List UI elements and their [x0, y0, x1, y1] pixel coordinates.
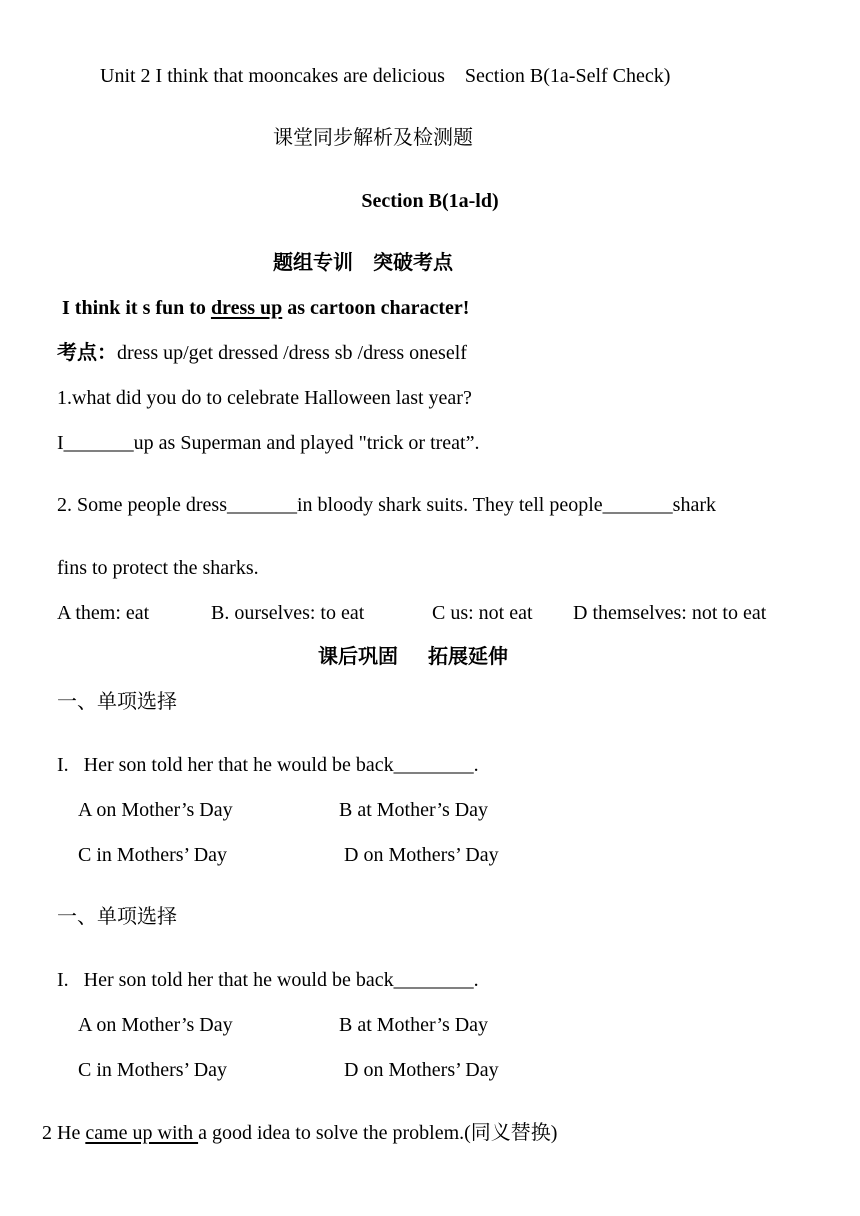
keypoint-text: dress up/get dressed /dress sb /dress oneself	[117, 342, 467, 364]
block1-option-b: B at Mother’s Day	[339, 799, 489, 821]
block2-option-d: D on Mothers’ Day	[344, 1059, 499, 1081]
block2-option-c: C in Mothers’ Day	[78, 1059, 228, 1081]
block2-question: I. Her son told her that he would be back________.	[57, 969, 479, 991]
block1-option-c: C in Mothers’ Day	[78, 844, 228, 866]
keypoint-sentence-post: as cartoon character!	[282, 297, 470, 319]
block1-option-d: D on Mothers’ Day	[344, 844, 499, 866]
q2-option-a: A them: eat	[57, 602, 150, 624]
q2-option-d: D themselves: not to eat	[573, 602, 767, 624]
q2-line-2: fins to protect the sharks.	[57, 557, 259, 579]
q1-question: 1.what did you do to celebrate Halloween last year?	[57, 387, 472, 409]
document-title: Unit 2 I think that mooncakes are delicious Section B(1a-Self Check)	[100, 65, 671, 87]
after-class-heading: 课后巩固 拓展延伸	[318, 646, 508, 668]
block1-question: I. Her son told her that he would be back________.	[57, 754, 479, 776]
block2-option-a: A on Mother’s Day	[78, 1014, 233, 1036]
section-heading: Section B(1a-ld)	[361, 190, 499, 212]
topic-heading: 题组专训 突破考点	[273, 252, 453, 274]
document-subtitle: 课堂同步解析及检测题	[273, 127, 473, 149]
q-last-sentence	[42, 1121, 557, 1145]
keypoint-sentence	[62, 296, 469, 320]
keypoint-underlined-phrase: dress up	[210, 297, 283, 319]
q2-option-c: C us: not eat	[432, 602, 533, 624]
keypoint-label: 考点：	[57, 342, 117, 364]
block2-section-title: 一、单项选择	[57, 906, 177, 928]
q2-line-1: 2. Some people dress_______in bloody shark suits. They tell people_______shark	[57, 494, 716, 516]
keypoint-line	[57, 341, 467, 365]
q1-answer-line: I_______up as Superman and played "trick or treat”.	[57, 432, 480, 454]
q-last-underlined-phrase: came up with	[85, 1122, 199, 1144]
block2-option-b: B at Mother’s Day	[339, 1014, 489, 1036]
q2-option-b: B. ourselves: to eat	[211, 602, 365, 624]
q-last-pre: 2 He	[42, 1122, 86, 1144]
block1-option-a: A on Mother’s Day	[78, 799, 233, 821]
q-last-post: a good idea to solve the problem.(同义替换)	[198, 1122, 558, 1144]
block1-section-title: 一、单项选择	[57, 691, 177, 713]
keypoint-sentence-pre: I think it s fun to	[62, 297, 211, 319]
